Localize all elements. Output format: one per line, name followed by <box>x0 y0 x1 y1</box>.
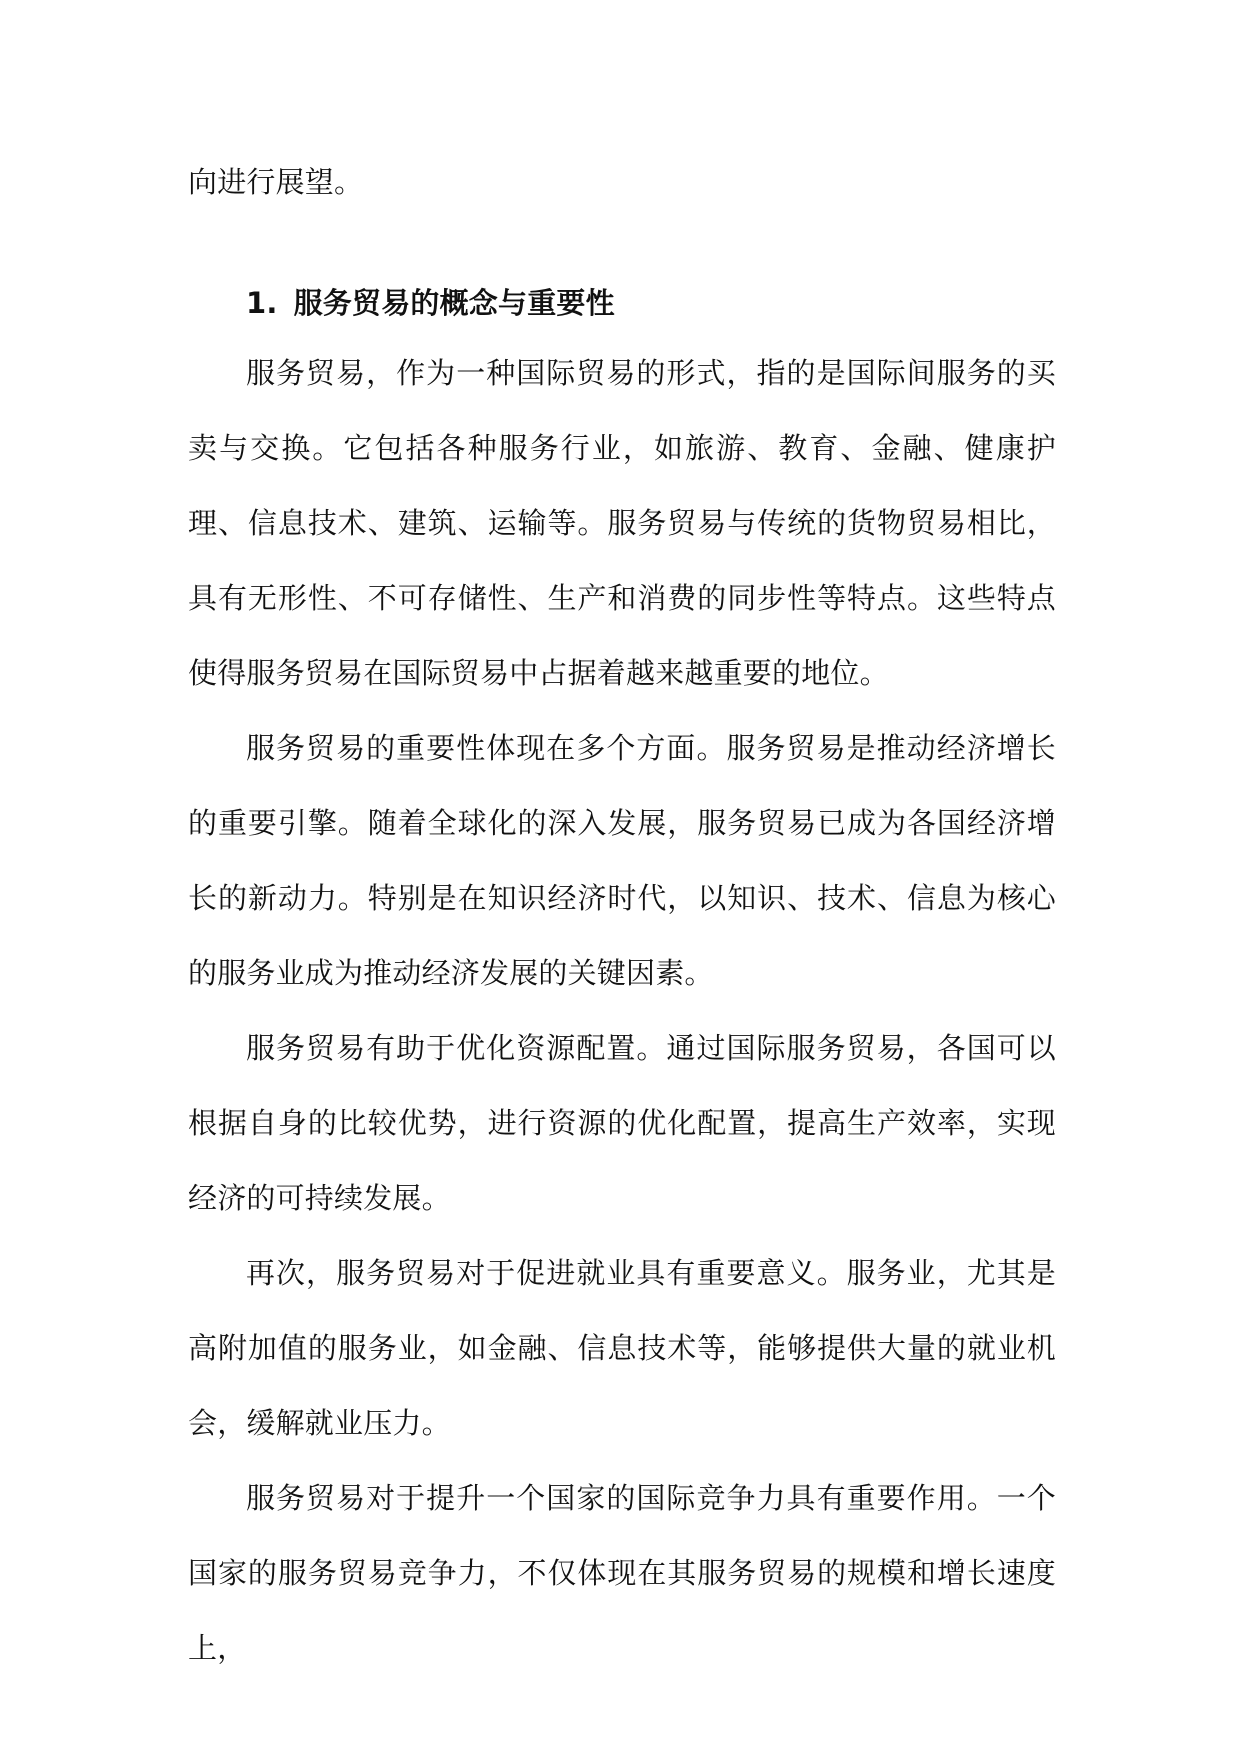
lead-text: 向进行展望。 <box>188 165 364 199</box>
paragraph-employment: 再次，服务贸易对于促进就业具有重要意义。服务业，尤其是高附加值的服务业，如金融、信息技术等，能够提供大量的就业机会，缓解就业压力。 <box>188 1256 1056 1440</box>
document-body <box>188 145 1056 1686</box>
paragraph-importance: 服务贸易的重要性体现在多个方面。服务贸易是推动经济增长的重要引擎。随着全球化的深入发展，服务贸易已成为各国经济增长的新动力。特别是在知识经济时代，以知识、技术、信息为核心的服务业成为推动经济发展的关键因素。 <box>188 731 1056 990</box>
section-number: 1. <box>246 286 278 320</box>
paragraph-competitiveness: 服务贸易对于提升一个国家的国际竞争力具有重要作用。一个国家的服务贸易竞争力，不仅体现在其服务贸易的规模和增长速度上， <box>188 1481 1056 1665</box>
section-title: 服务贸易的概念与重要性 <box>293 286 615 320</box>
paragraph-resource-allocation: 服务贸易有助于优化资源配置。通过国际服务贸易，各国可以根据自身的比较优势，进行资源的优化配置，提高生产效率，实现经济的可持续发展。 <box>188 1031 1056 1215</box>
section-heading <box>188 270 1056 336</box>
paragraph-definition: 服务贸易，作为一种国际贸易的形式，指的是国际间服务的买卖与交换。它包括各种服务行业，如旅游、教育、金融、健康护理、信息技术、建筑、运输等。服务贸易与传统的货物贸易相比，具有无形性、不可存储性、生产和消费的同步性等特点。这些特点使得服务贸易在国际贸易中占据着越来越重要的地位。 <box>188 356 1056 690</box>
